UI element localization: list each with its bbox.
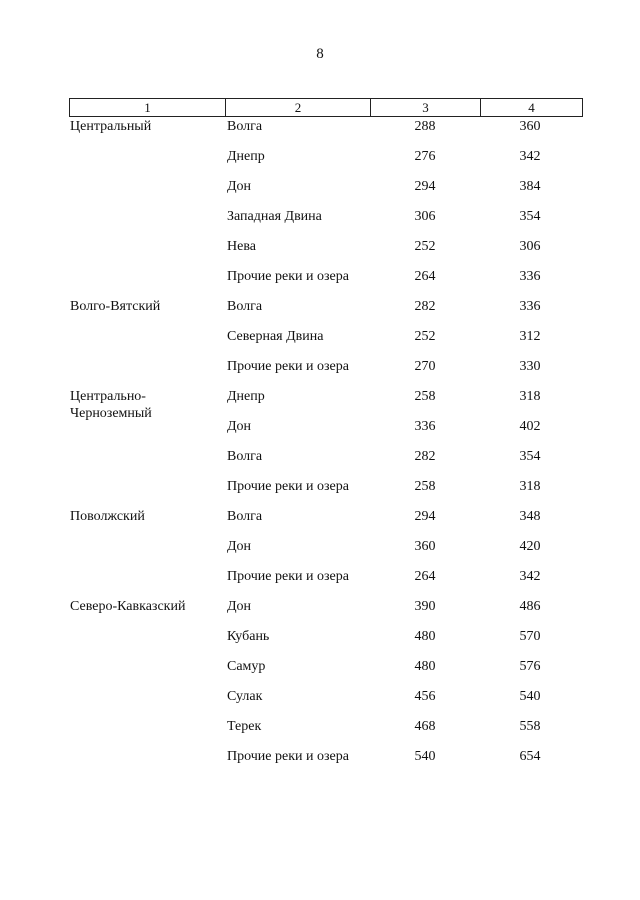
- table-row: [0, 478, 640, 508]
- col3-cell: 270: [414, 359, 436, 374]
- col3-cell: 252: [414, 329, 436, 344]
- header-col-1: 1: [70, 99, 226, 116]
- col4-cell: 318: [519, 389, 541, 404]
- header-col-4: 4: [528, 100, 535, 115]
- col4-cell: 402: [519, 419, 541, 434]
- header-col-3: 3: [371, 99, 481, 116]
- table-row: [0, 388, 640, 421]
- col4-cell: 336: [519, 269, 541, 284]
- header-col-2: 2: [226, 99, 371, 116]
- river-cell: Дон: [227, 539, 252, 554]
- river-cell: Прочие реки и озера: [227, 269, 349, 284]
- col4-cell: 654: [519, 749, 541, 764]
- river-cell: Северная Двина: [227, 329, 324, 344]
- table-row: [0, 628, 640, 658]
- table-row: [0, 508, 640, 538]
- col4-cell: 540: [519, 689, 541, 704]
- region-name: Черноземный: [70, 406, 152, 421]
- col3-cell: 294: [414, 509, 436, 524]
- table-row: [0, 568, 640, 598]
- col3-cell: 306: [414, 209, 436, 224]
- col4-cell: 306: [519, 239, 541, 254]
- river-cell: Дон: [227, 419, 252, 434]
- river-cell: Терек: [227, 719, 262, 734]
- col4-cell: 486: [519, 599, 541, 614]
- col4-cell: 570: [519, 629, 541, 644]
- col3-cell: 336: [414, 419, 436, 434]
- col3-cell: 258: [414, 389, 436, 404]
- river-cell: Сулак: [227, 689, 263, 704]
- region-cell: [70, 118, 151, 135]
- table-row: [0, 358, 640, 388]
- river-cell: Волга: [227, 119, 263, 134]
- river-cell: Самур: [227, 659, 266, 674]
- region-cell: [70, 388, 152, 422]
- region-name: Северо-Кавказский: [70, 599, 186, 614]
- col3-cell: 288: [414, 119, 436, 134]
- col3-cell: 282: [414, 449, 436, 464]
- table-row: [0, 748, 640, 778]
- col3-cell: 540: [414, 749, 436, 764]
- table-row: [0, 178, 640, 208]
- region-name: Волго-Вятский: [70, 299, 161, 314]
- river-cell: Волга: [227, 509, 263, 524]
- col4-cell: 558: [519, 719, 541, 734]
- page-number: 8: [316, 46, 324, 62]
- col3-cell: 282: [414, 299, 436, 314]
- col4-cell: 420: [519, 539, 541, 554]
- col3-cell: 480: [414, 629, 436, 644]
- river-cell: Днепр: [227, 149, 265, 164]
- river-cell: Дон: [227, 179, 252, 194]
- col4-cell: 360: [519, 119, 541, 134]
- table-header: [69, 98, 583, 117]
- table-row: [0, 658, 640, 688]
- col3-cell: 390: [414, 599, 436, 614]
- table-row: [0, 268, 640, 298]
- table-row: [0, 118, 640, 148]
- table-row: [0, 298, 640, 328]
- river-cell: Западная Двина: [227, 209, 322, 224]
- river-cell: Прочие реки и озера: [227, 479, 349, 494]
- table-row: [0, 238, 640, 268]
- col3-cell: 264: [414, 269, 436, 284]
- table-row: [0, 418, 640, 448]
- table-row: [0, 598, 640, 628]
- region-name: Центрально-: [70, 389, 146, 404]
- table-row: [0, 448, 640, 478]
- table-row: [0, 148, 640, 178]
- table-body: [0, 118, 640, 778]
- col4-cell: 312: [519, 329, 541, 344]
- region-cell: [70, 508, 145, 525]
- table-row: [0, 538, 640, 568]
- region-name: Центральный: [70, 119, 152, 134]
- table-row: [0, 208, 640, 238]
- col4-cell: 576: [519, 659, 541, 674]
- col3-cell: 258: [414, 479, 436, 494]
- col4-cell: 342: [519, 149, 541, 164]
- col4-cell: 342: [519, 569, 541, 584]
- river-cell: Дон: [227, 599, 252, 614]
- river-cell: Прочие реки и озера: [227, 359, 349, 374]
- river-cell: Волга: [227, 449, 263, 464]
- river-cell: Прочие реки и озера: [227, 749, 349, 764]
- col3-cell: 480: [414, 659, 436, 674]
- col3-cell: 294: [414, 179, 436, 194]
- col4-cell: 348: [519, 509, 541, 524]
- col4-cell: 336: [519, 299, 541, 314]
- river-cell: Кубань: [227, 629, 270, 644]
- river-cell: Днепр: [227, 389, 265, 404]
- col3-cell: 468: [414, 719, 436, 734]
- region-cell: [70, 298, 160, 315]
- col3-cell: 276: [414, 149, 436, 164]
- col4-cell: 384: [519, 179, 541, 194]
- table-row: [0, 718, 640, 748]
- table-row: [0, 328, 640, 358]
- region-cell: [70, 598, 185, 615]
- col3-cell: 456: [414, 689, 436, 704]
- region-name: Поволжский: [70, 509, 145, 524]
- river-cell: Нева: [227, 239, 256, 254]
- col4-cell: 354: [519, 449, 541, 464]
- river-cell: Волга: [227, 299, 263, 314]
- col4-cell: 330: [519, 359, 541, 374]
- river-cell: Прочие реки и озера: [227, 569, 349, 584]
- col3-cell: 360: [414, 539, 436, 554]
- col3-cell: 252: [414, 239, 436, 254]
- table-row: [0, 688, 640, 718]
- col4-cell: 318: [519, 479, 541, 494]
- col3-cell: 264: [414, 569, 436, 584]
- col4-cell: 354: [519, 209, 541, 224]
